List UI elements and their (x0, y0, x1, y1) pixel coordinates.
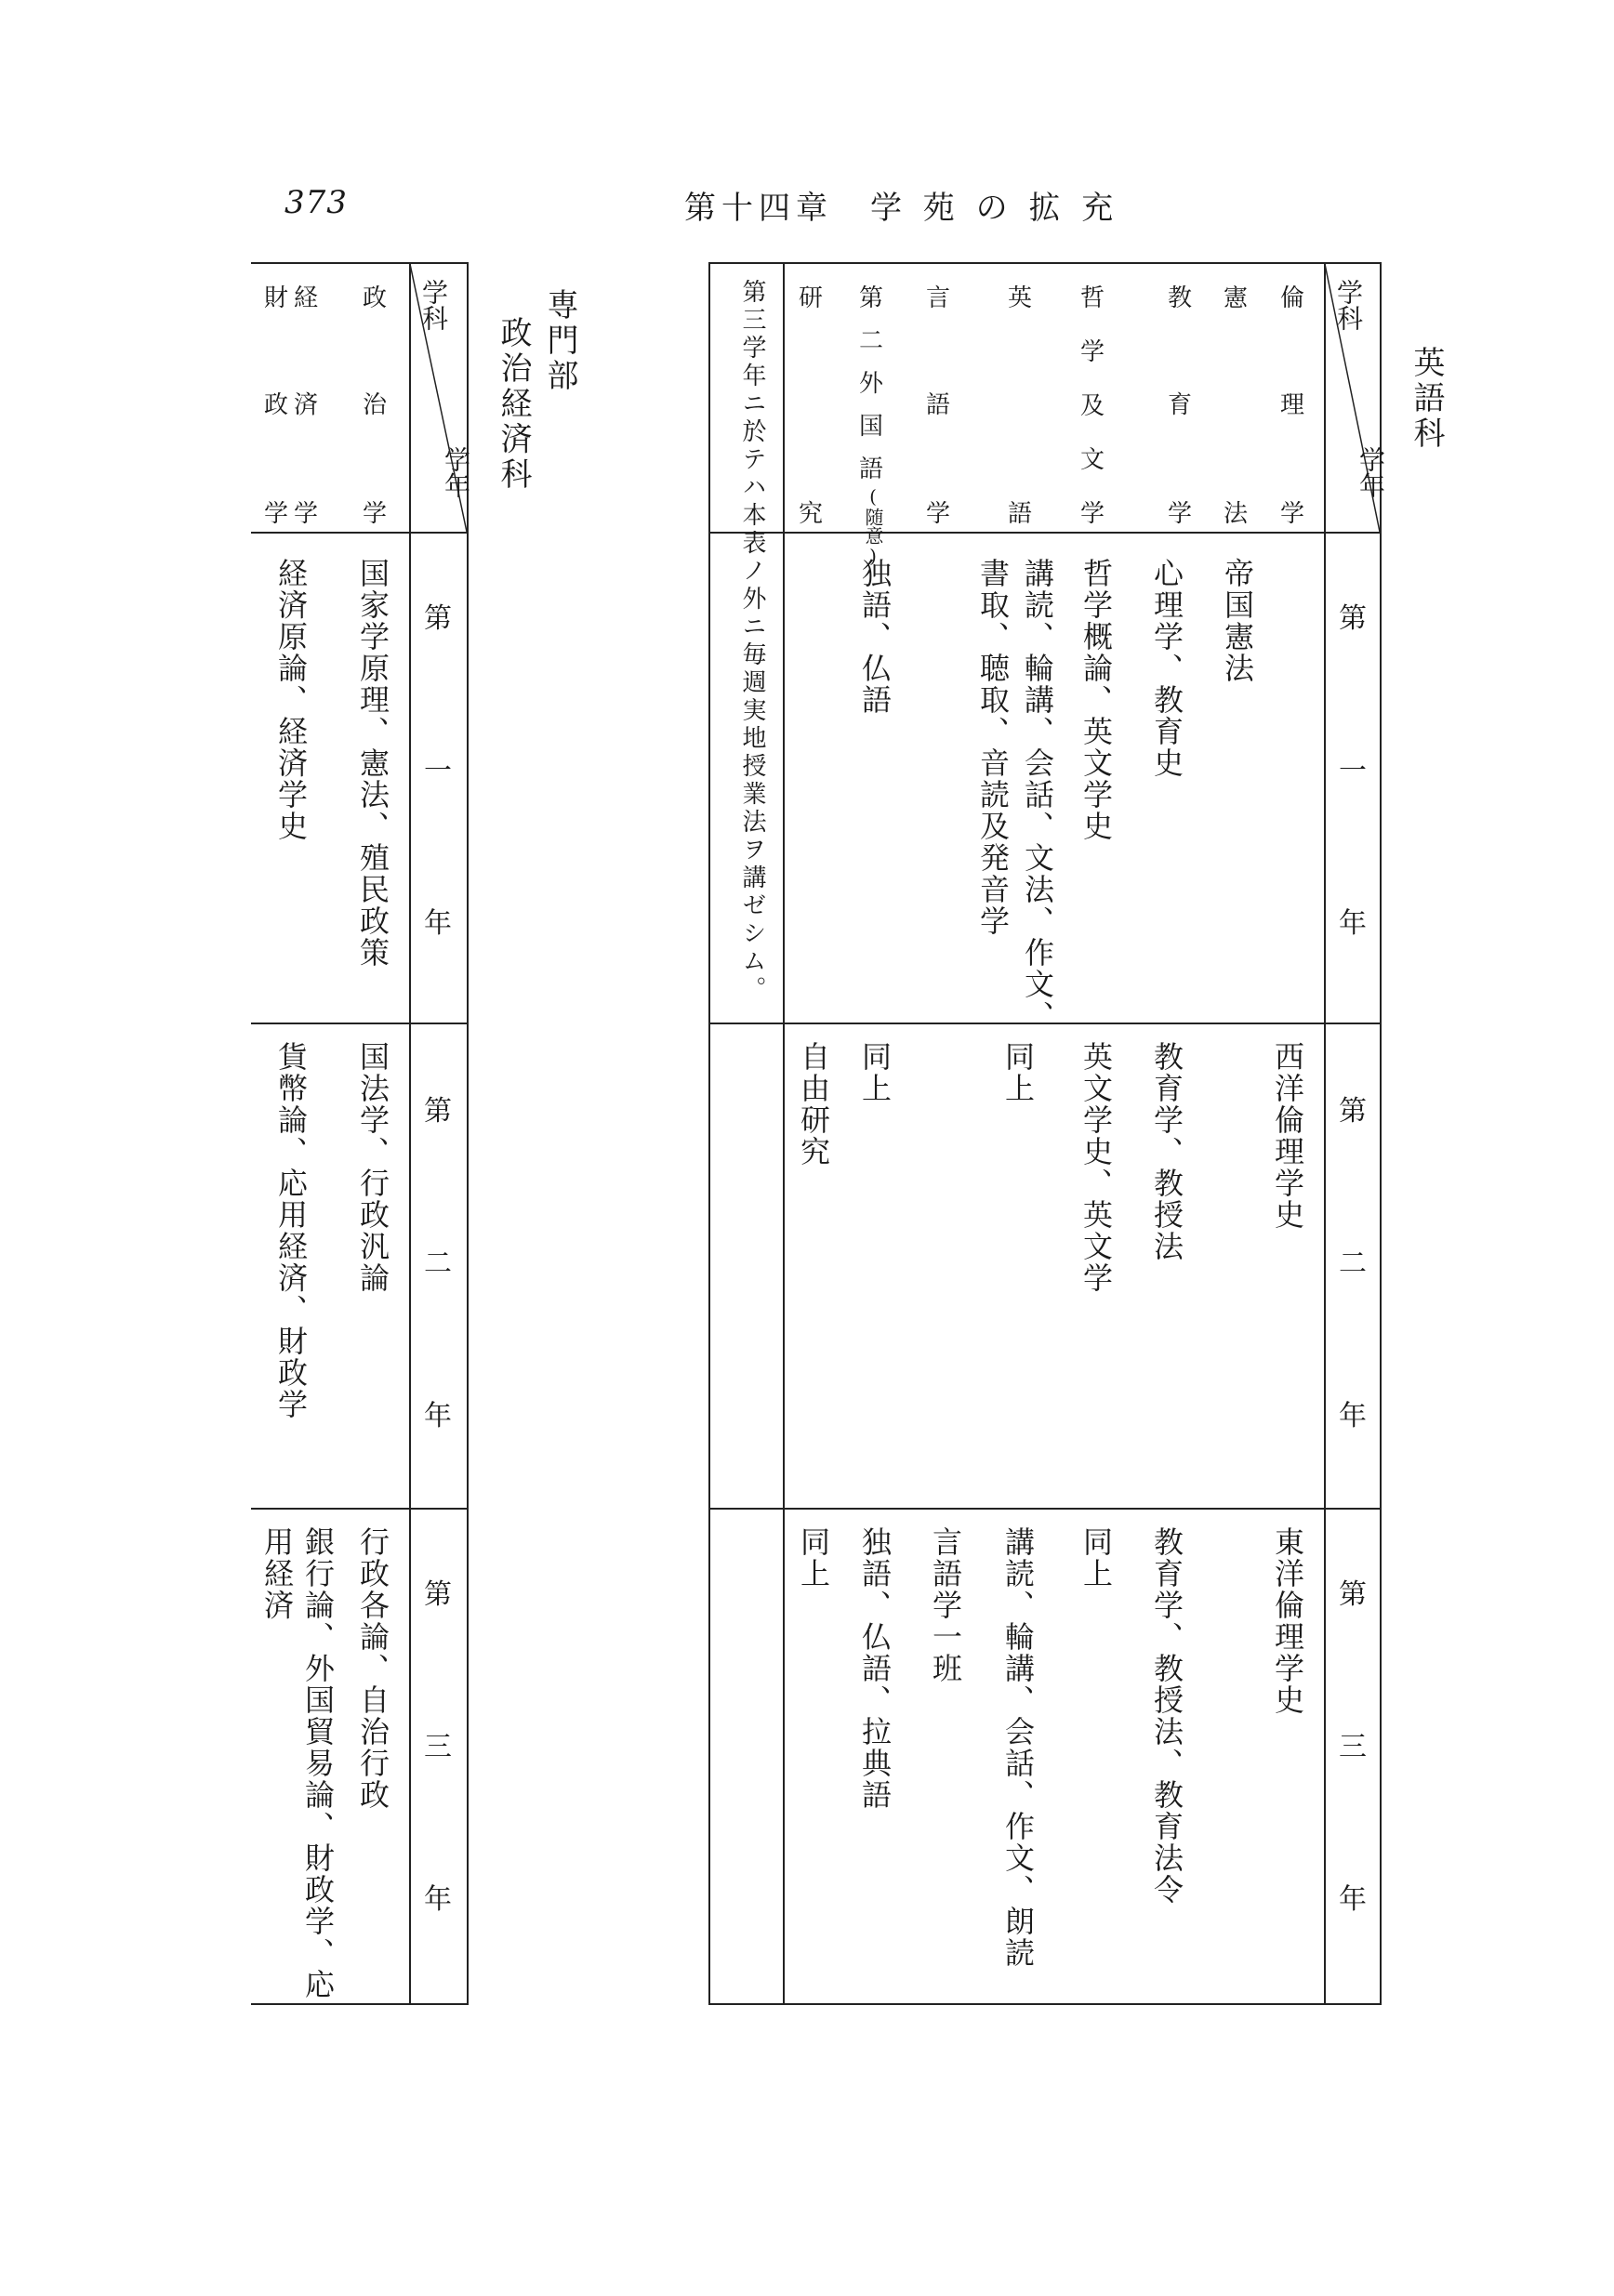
year-3-header: 第 三 年 (1339, 1578, 1367, 1916)
y1-constitution: 帝国憲法 (1220, 558, 1255, 684)
y1-philosophy-literature: 哲学概論、英文学史 (1078, 558, 1114, 842)
corner-year-label: 学年 (1356, 446, 1386, 498)
y2-second-language: 同上 (857, 1041, 893, 1104)
poleco-y3-economics: 銀行論、外国貿易論、財政学、応 用経済 (259, 1526, 336, 2000)
page-number: 373 (284, 184, 348, 221)
y2-english: 同上 (1000, 1041, 1036, 1104)
poleco-year-3-header: 第 三 年 (424, 1578, 452, 1916)
poleco-year-1-header: 第 一 年 (424, 602, 452, 940)
y3-linguistics: 言語学一班 (928, 1526, 963, 1684)
chapter-title: 第十四章 学 苑 の 拡 充 (684, 190, 1119, 227)
poleco-y1-politics: 国家学原理、憲法、殖民政策 (355, 558, 390, 969)
poleco-title-line2: 政治経済科 (495, 316, 532, 493)
poleco-title-line1: 専門部 (541, 288, 578, 394)
poleco-corner-subject: 学科 (418, 279, 449, 331)
y2-ethics: 西洋倫理学史 (1270, 1041, 1305, 1231)
year-2-header: 第 二 年 (1339, 1095, 1367, 1432)
y3-education: 教育学、教授法、教育法令 (1149, 1526, 1184, 1906)
y3-research: 同上 (796, 1526, 831, 1590)
y3-philosophy-literature: 同上 (1078, 1526, 1114, 1590)
poleco-year-2-header: 第 二 年 (424, 1095, 452, 1432)
poleco-corner-year: 学年 (441, 446, 471, 498)
corner-subject-label: 学科 (1333, 279, 1364, 331)
poleco-y1-economics: 経済原論、経済学史 (273, 558, 309, 842)
y1-english: 講読、輪講、会話、文法、作文、 書取、聴取、音読及発音学 (975, 558, 1055, 1032)
year-1-header: 第 一 年 (1339, 602, 1367, 940)
y2-education: 教育学、教授法 (1149, 1041, 1184, 1262)
y1-education: 心理学、教育史 (1149, 558, 1184, 779)
y3-english: 講読、輪講、会話、作文、朗読 (1000, 1526, 1036, 1969)
y3-ethics: 東洋倫理学史 (1270, 1526, 1305, 1716)
y2-research: 自由研究 (796, 1041, 831, 1168)
poleco-y2-politics: 国法学、行政汎論 (355, 1041, 390, 1294)
y1-second-language: 独語、仏語 (857, 558, 893, 716)
y3-second-language: 独語、仏語、拉典語 (857, 1526, 893, 1811)
english-footnote: 第三学年ニ於テハ本表ノ外ニ毎週実地授業法ヲ講ゼシム。 (738, 279, 766, 1004)
y2-philosophy-literature: 英文学史、英文学 (1078, 1041, 1114, 1294)
english-dept-title: 英語科 (1408, 346, 1445, 452)
poleco-y3-politics: 行政各論、自治行政 (355, 1526, 390, 1811)
poleco-y2-economics: 貨幣論、応用経済、財政学 (273, 1041, 309, 1420)
